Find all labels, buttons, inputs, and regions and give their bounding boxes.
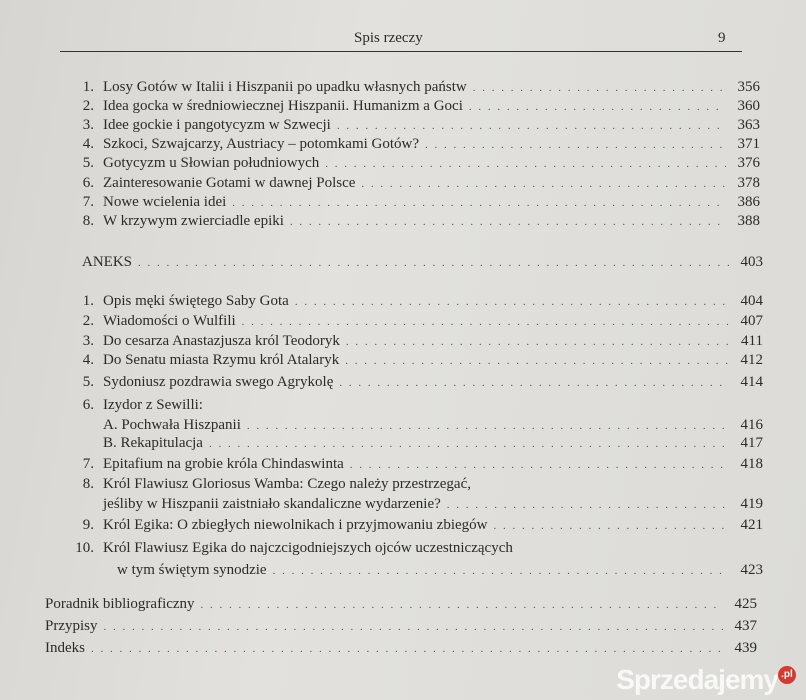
entry-number: 3. — [82, 333, 94, 349]
entry-title: B. Rekapitulacja — [103, 435, 203, 451]
entry-page: 378 — [737, 175, 760, 191]
entry-number: 6. — [82, 397, 94, 413]
entry-page: 414 — [740, 374, 763, 390]
toc-entry — [70, 373, 763, 392]
entry-page: 416 — [740, 417, 763, 433]
entry-title: ANEKS — [82, 254, 133, 270]
entry-page: 404 — [740, 293, 763, 309]
dot-leader — [242, 313, 729, 331]
entry-page: 371 — [737, 136, 760, 152]
entry-number: 7. — [82, 456, 94, 472]
header-title: Spis rzeczy — [354, 30, 423, 46]
dot-leader — [295, 293, 729, 311]
entry-title: Indeks — [45, 640, 85, 656]
dot-leader — [346, 333, 729, 351]
dot-leader — [345, 352, 729, 370]
toc-entry-continuation — [103, 495, 763, 514]
entry-title-continued: jeśliby w Hiszpanii zaistniało skandaliczne wydarzenie? — [103, 496, 441, 512]
toc-entry — [70, 193, 760, 212]
entry-title: Losy Gotów w Italii i Hiszpanii po upadku własnych państw — [103, 79, 467, 95]
entry-title: Poradnik bibliograficzny — [45, 596, 195, 612]
entry-number: 5. — [82, 374, 94, 390]
entry-title: Idee gockie i pangotycyzm w Szwecji — [103, 117, 331, 133]
dot-leader — [350, 456, 729, 474]
entry-page: 356 — [737, 79, 760, 95]
dot-leader — [104, 618, 724, 636]
dot-leader — [232, 194, 726, 212]
entry-title: Epitafium na grobie króla Chindaswinta — [103, 456, 344, 472]
toc-entry — [70, 292, 763, 311]
toc-entry — [82, 253, 763, 272]
entry-number: 8. — [82, 213, 94, 229]
entry-title: Król Egika: O zbiegłych niewolnikach i przyjmowaniu zbiegów — [103, 517, 488, 533]
toc-entry — [103, 434, 763, 453]
entry-title: Idea gocka w średniowiecznej Hiszpanii. Humanizm a Goci — [103, 98, 463, 114]
dot-leader — [247, 417, 729, 435]
toc-entry — [103, 416, 763, 435]
entry-title: Przypisy — [45, 618, 98, 634]
dot-leader — [447, 496, 729, 514]
toc-entry — [70, 332, 763, 351]
toc-entry — [70, 212, 760, 231]
toc-entry — [45, 617, 757, 636]
dot-leader — [201, 596, 723, 614]
entry-page: 407 — [740, 313, 763, 329]
dot-leader — [138, 254, 729, 272]
dot-leader — [493, 517, 729, 535]
entry-title: Wiadomości o Wulfili — [103, 313, 236, 329]
entry-number: 10. — [75, 540, 94, 556]
entry-title: Król Flawiusz Gloriosus Wamba: Czego należy przestrzegać, — [103, 476, 471, 492]
toc-entry-first-line — [70, 539, 513, 557]
entry-title: Gotycyzm u Słowian południowych — [103, 155, 320, 171]
entry-title: W krzywym zwierciadle epiki — [103, 213, 284, 229]
watermark-text: Sprzedajemy — [616, 664, 778, 695]
entry-page: 403 — [740, 254, 763, 270]
entry-title: Do Senatu miasta Rzymu król Atalaryk — [103, 352, 340, 368]
dot-leader — [290, 213, 726, 231]
toc-entry — [70, 312, 763, 331]
entry-page: 360 — [737, 98, 760, 114]
dot-leader — [425, 136, 726, 154]
dot-leader — [209, 435, 729, 453]
entry-number: 1. — [82, 293, 94, 309]
dot-leader — [473, 79, 726, 97]
entry-title: Szkoci, Szwajcarzy, Austriacy – potomkami Gotów? — [103, 136, 420, 152]
dot-leader — [91, 640, 723, 658]
entry-title: Do cesarza Anastazjusza król Teodoryk — [103, 333, 340, 349]
entry-page: 425 — [734, 596, 757, 612]
toc-entry — [70, 396, 763, 414]
entry-title: Nowe wcielenia idei — [103, 194, 227, 210]
entry-number: 5. — [82, 155, 94, 171]
entry-page: 419 — [740, 496, 763, 512]
entry-number: 9. — [82, 517, 94, 533]
entry-page: 418 — [740, 456, 763, 472]
entry-title-continued: w tym świętym synodzie — [117, 562, 267, 578]
entry-number: 8. — [82, 476, 94, 492]
toc-entry-first-line — [70, 475, 471, 493]
entry-page: 388 — [737, 213, 760, 229]
watermark-badge: .pl — [778, 666, 796, 684]
watermark-logo — [616, 664, 796, 696]
entry-page: 421 — [740, 517, 763, 533]
entry-title: Zainteresowanie Gotami w dawnej Polsce — [103, 175, 356, 191]
toc-entry — [70, 516, 763, 535]
dot-leader — [273, 562, 729, 580]
toc-entry — [70, 351, 763, 370]
entry-number: 1. — [82, 79, 94, 95]
entry-title: Król Flawiusz Egika do najczcigodniejszych ojców uczestniczących — [103, 540, 513, 556]
header-rule — [60, 51, 742, 52]
entry-number: 7. — [82, 194, 94, 210]
entry-page: 376 — [737, 155, 760, 171]
toc-entry — [70, 135, 760, 154]
entry-page: 417 — [740, 435, 763, 451]
dot-leader — [337, 117, 726, 135]
toc-entry — [45, 639, 757, 658]
toc-entry — [70, 455, 763, 474]
entry-number: 2. — [82, 313, 94, 329]
entry-page: 439 — [734, 640, 757, 656]
entry-page: 412 — [740, 352, 763, 368]
entry-number: 3. — [82, 117, 94, 133]
entry-page: 423 — [740, 562, 763, 578]
entry-title: Opis męki świętego Saby Gota — [103, 293, 289, 309]
entry-title: Sydoniusz pozdrawia swego Agrykolę — [103, 374, 334, 390]
toc-entry-continuation — [117, 561, 763, 580]
toc-entry — [70, 97, 760, 116]
toc-entry — [70, 116, 760, 135]
entry-number: 2. — [82, 98, 94, 114]
entry-number: 4. — [82, 352, 94, 368]
toc-entry — [45, 595, 757, 614]
entry-title: Izydor z Sewilli: — [103, 397, 203, 413]
entry-page: 411 — [741, 333, 763, 349]
dot-leader — [325, 155, 726, 173]
entry-number: 6. — [82, 175, 94, 191]
entry-number: 4. — [82, 136, 94, 152]
toc-entry — [70, 154, 760, 173]
entry-page: 386 — [737, 194, 760, 210]
toc-entry — [70, 78, 760, 97]
entry-title: A. Pochwała Hiszpanii — [103, 417, 241, 433]
header-page-number: 9 — [718, 30, 726, 46]
dot-leader — [469, 98, 726, 116]
entry-page: 437 — [734, 618, 757, 634]
entry-page: 363 — [737, 117, 760, 133]
dot-leader — [361, 175, 726, 193]
toc-entry — [70, 174, 760, 193]
dot-leader — [339, 374, 729, 392]
